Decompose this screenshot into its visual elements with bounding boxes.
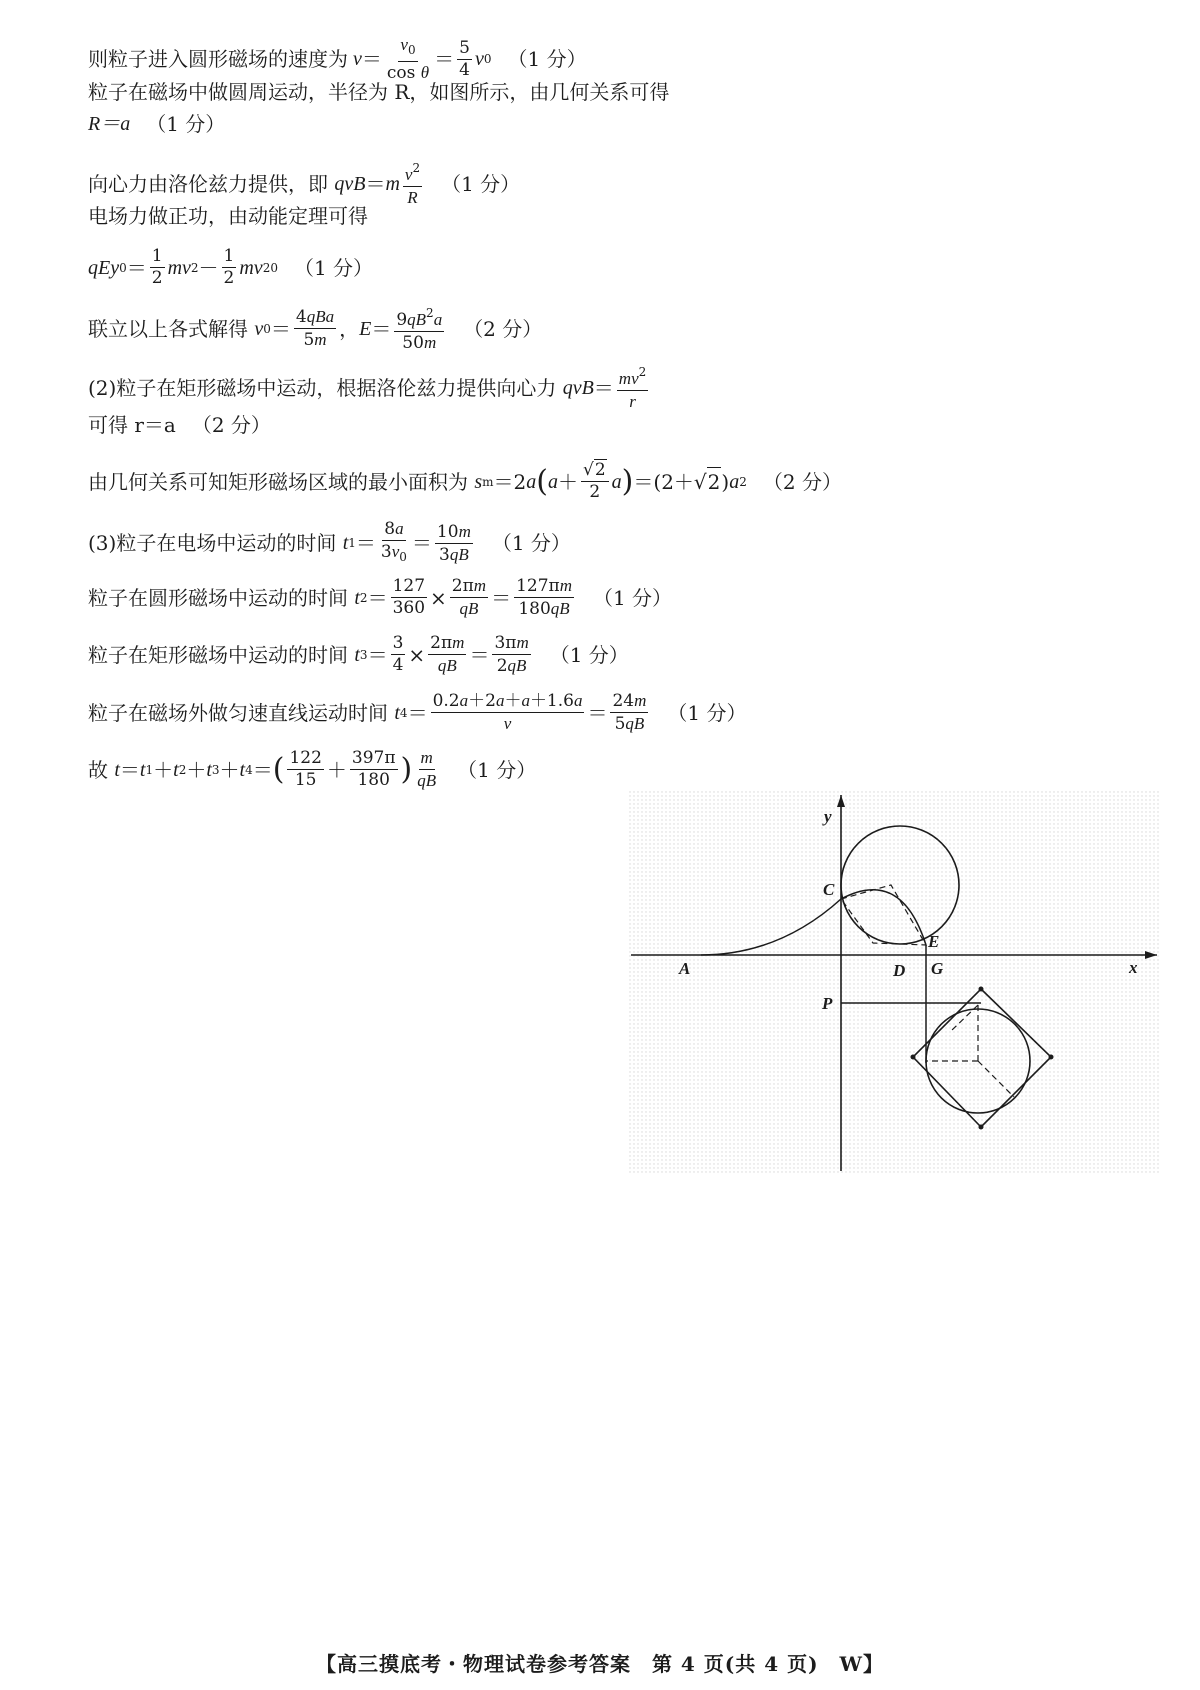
score: （1 分）	[507, 47, 587, 71]
label-E: E	[928, 932, 940, 951]
page-footer: 【高三摸底考・物理试卷参考答案 第 4 页(共 4 页) W】	[315, 1652, 885, 1676]
rect-field-vertex	[979, 987, 984, 992]
score: （1 分）	[667, 700, 747, 725]
score: （1 分）	[293, 255, 374, 280]
rect-field-vertex	[911, 1055, 916, 1060]
score: （1 分）	[146, 112, 226, 136]
label-P: P	[822, 994, 833, 1013]
line-solve-v0-E: 联立以上各式解得 v 0 ＝ $\frac{\text{4qBa}}{5m}$ ， E ＝ $\frac{9qB^2a}{50m}$ （2 分）	[88, 303, 542, 354]
line-radius	[88, 110, 225, 138]
text: 向心力由洛伦兹力提供，即	[88, 171, 328, 196]
text: 联立以上各式解得	[88, 316, 248, 341]
text: (3)粒子在电场中运动的时间	[88, 531, 337, 555]
score: （2 分）	[463, 316, 543, 341]
line-energy-theorem	[88, 202, 368, 230]
line-velocity-into-circle: 则粒子进入圆形磁场的速度为 v ＝ $\frac{v_0}{\text{cos θ}}$ ＝ $\frac{5}{4}$ v 0 （1 分）	[88, 35, 587, 83]
score: （1 分）	[491, 531, 571, 555]
text: 由几何关系可知矩形磁场区域的最小面积为	[88, 469, 468, 494]
text: 粒子在圆形磁场中运动的时间	[88, 585, 348, 610]
text: 粒子在磁场外做匀速直线运动时间	[88, 700, 388, 725]
rect-field-vertex	[1049, 1055, 1054, 1060]
line-t2: 粒子在圆形磁场中运动的时间 t 2 ＝ $\frac{127}{360}$ × $\frac{2\pi m}{qB}$ ＝ $\frac{127\pi m}{180qB}$ （1 分）	[88, 576, 673, 619]
line-r-equals-a	[88, 411, 271, 439]
line-t4: 粒子在磁场外做匀速直线运动时间 t 4 ＝ $\frac{0.2a+2a+a+1.6a}{v}$ ＝ $\frac{24m}{5qB}$ （1 分）	[88, 691, 747, 734]
score: （2 分）	[762, 469, 842, 494]
score: （2 分）	[191, 413, 271, 437]
text: 可得 r＝a	[88, 413, 176, 437]
score: （1 分）	[457, 757, 537, 782]
text: 粒子在磁场中做圆周运动，半径为 R，如图所示，由几何关系可得	[88, 80, 670, 104]
line-min-area: 由几何关系可知矩形磁场区域的最小面积为 s m ＝2 a ( a ＋ $\frac{√2}{2}$ a ) ＝(2＋√ 2 ) a 2 （2 分）	[88, 460, 842, 502]
text: 粒子在矩形磁场中运动的时间	[88, 642, 348, 667]
figure-background	[629, 791, 1159, 1173]
label-D: D	[893, 961, 906, 980]
line-t1: (3)粒子在电场中运动的时间 t 1 ＝ $\frac{8a}{3v_0}$ ＝ $\frac{10m}{3qB}$ （1 分）	[88, 519, 571, 565]
text: R＝a	[88, 113, 131, 135]
text: 故	[88, 757, 108, 782]
text: 则粒子进入圆形磁场的速度为	[88, 47, 348, 71]
score: （1 分）	[441, 171, 521, 196]
line-total-time: 故 t ＝ t 1 ＋ t 2 ＋ t 3 ＋ t 4 ＝ ( $\frac{122}{15}$ ＋ $\frac{397\pi}{180}$ ) $\frac{m}{qB}$ （1 分）	[88, 748, 537, 790]
label-A: A	[679, 959, 691, 978]
geometry-figure	[629, 791, 1159, 1173]
line-energy-equation: qEy 0 ＝ $\frac{1}{2}$ mv 2 － $\frac{1}{2}$ mv 2 0 （1 分）	[88, 246, 374, 288]
text: 电场力做正功，由动能定理可得	[88, 204, 368, 228]
line-rect-field: (2)粒子在矩形磁场中运动，根据洛伦兹力提供向心力 qvB ＝ $\frac{mv^2}{r}$	[88, 362, 651, 413]
score: （1 分）	[549, 642, 629, 667]
rect-field-vertex	[979, 1125, 984, 1130]
score: （1 分）	[592, 585, 673, 610]
line-lorentz-force: 向心力由洛伦兹力提供，即 qvB ＝ m $\frac{v^2}{R}$ （1 分）	[88, 158, 520, 209]
label-y: y	[824, 807, 832, 826]
label-x: x	[1129, 958, 1138, 977]
label-C: C	[823, 880, 835, 899]
text: (2)粒子在矩形磁场中运动，根据洛伦兹力提供向心力	[88, 375, 557, 400]
label-G: G	[931, 959, 944, 978]
line-circular-motion	[88, 78, 669, 106]
line-t3: 粒子在矩形磁场中运动的时间 t 3 ＝ $\frac{3}{4}$ × $\frac{2\pi m}{qB}$ ＝ $\frac{3\pi m}{2qB}$ （1 分）	[88, 633, 629, 676]
